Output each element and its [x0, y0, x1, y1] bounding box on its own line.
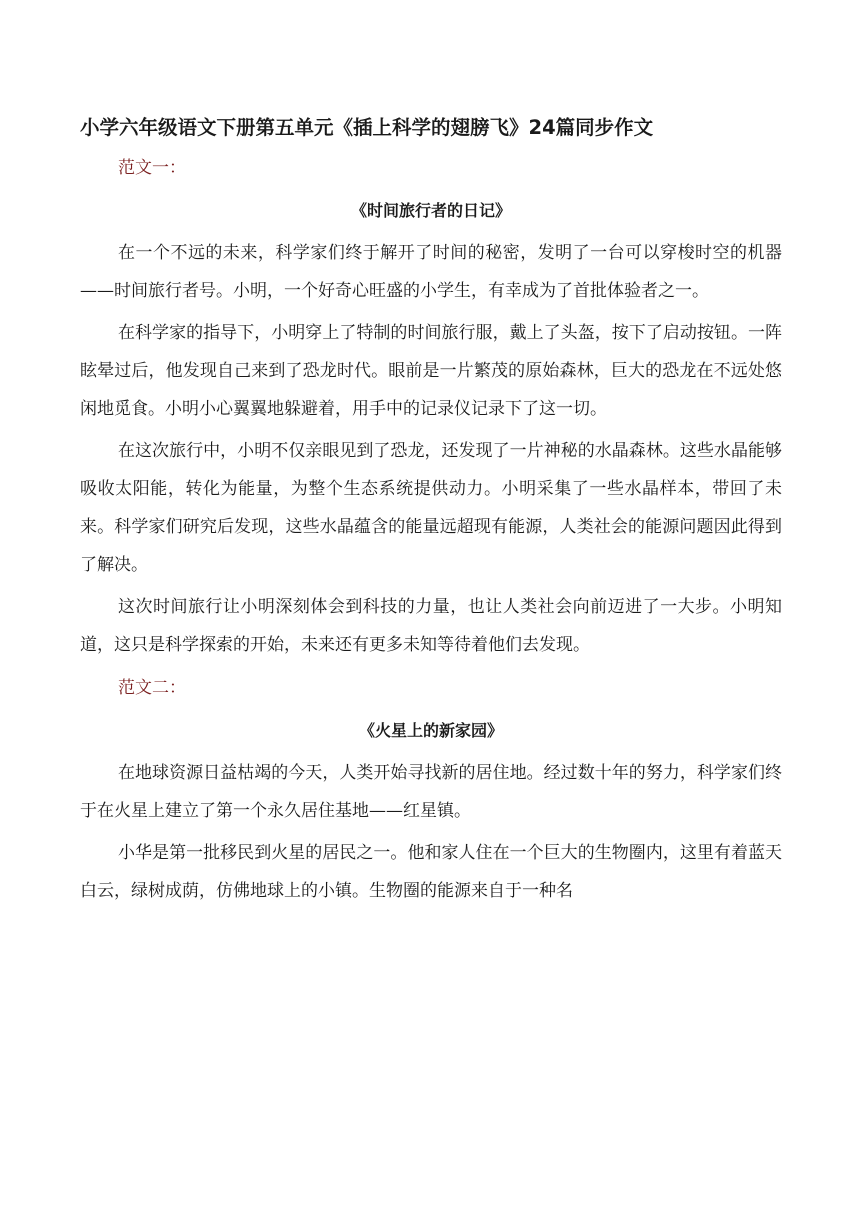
- document-page: [80, 108, 782, 914]
- essay-1-label: 范文一：: [118, 158, 186, 178]
- document-title: 小学六年级语文下册第五单元《插上科学的翅膀飞》24篇同步作文: [80, 116, 654, 139]
- essay-1: [80, 148, 782, 664]
- essay-2-title: 《火星上的新家园》: [358, 721, 503, 740]
- essay-2: [80, 668, 782, 910]
- essay-1-paragraph-4: 这次时间旅行让小明深刻体会到科技的力量，也让人类社会向前迈进了一大步。小明知道，这只是科学探索的开始，未来还有更多未知等待着他们去发现。: [80, 597, 782, 655]
- essay-2-paragraph-1: 在地球资源日益枯竭的今天，人类开始寻找新的居住地。经过数十年的努力，科学家们终于在火星上建立了第一个永久居住基地——红星镇。: [80, 763, 782, 821]
- essay-2-paragraph-2: 小华是第一批移民到火星的居民之一。他和家人住在一个巨大的生物圈内，这里有着蓝天白云，绿树成荫，仿佛地球上的小镇。生物圈的能源来自于一种名: [80, 843, 782, 901]
- essay-2-label: 范文二：: [118, 678, 186, 698]
- essay-1-paragraph-2: 在科学家的指导下，小明穿上了特制的时间旅行服，戴上了头盔，按下了启动按钮。一阵眩晕过后，他发现自己来到了恐龙时代。眼前是一片繁茂的原始森林，巨大的恐龙在不远处悠闲地觅食。小明小心翼翼地躲避着，用手中的记录仪记录下了这一切。: [80, 323, 782, 419]
- essay-1-title: 《时间旅行者的日记》: [350, 201, 511, 220]
- essay-1-paragraph-3: 在这次旅行中，小明不仅亲眼见到了恐龙，还发现了一片神秘的水晶森林。这些水晶能够吸收太阳能，转化为能量，为整个生态系统提供动力。小明采集了一些水晶样本，带回了未来。科学家们研究后发现，这些水晶蕴含的能量远超现有能源，人类社会的能源问题因此得到了解决。: [80, 441, 782, 575]
- essay-1-paragraph-1: 在一个不远的未来，科学家们终于解开了时间的秘密，发明了一台可以穿梭时空的机器——时间旅行者号。小明，一个好奇心旺盛的小学生，有幸成为了首批体验者之一。: [80, 243, 782, 301]
